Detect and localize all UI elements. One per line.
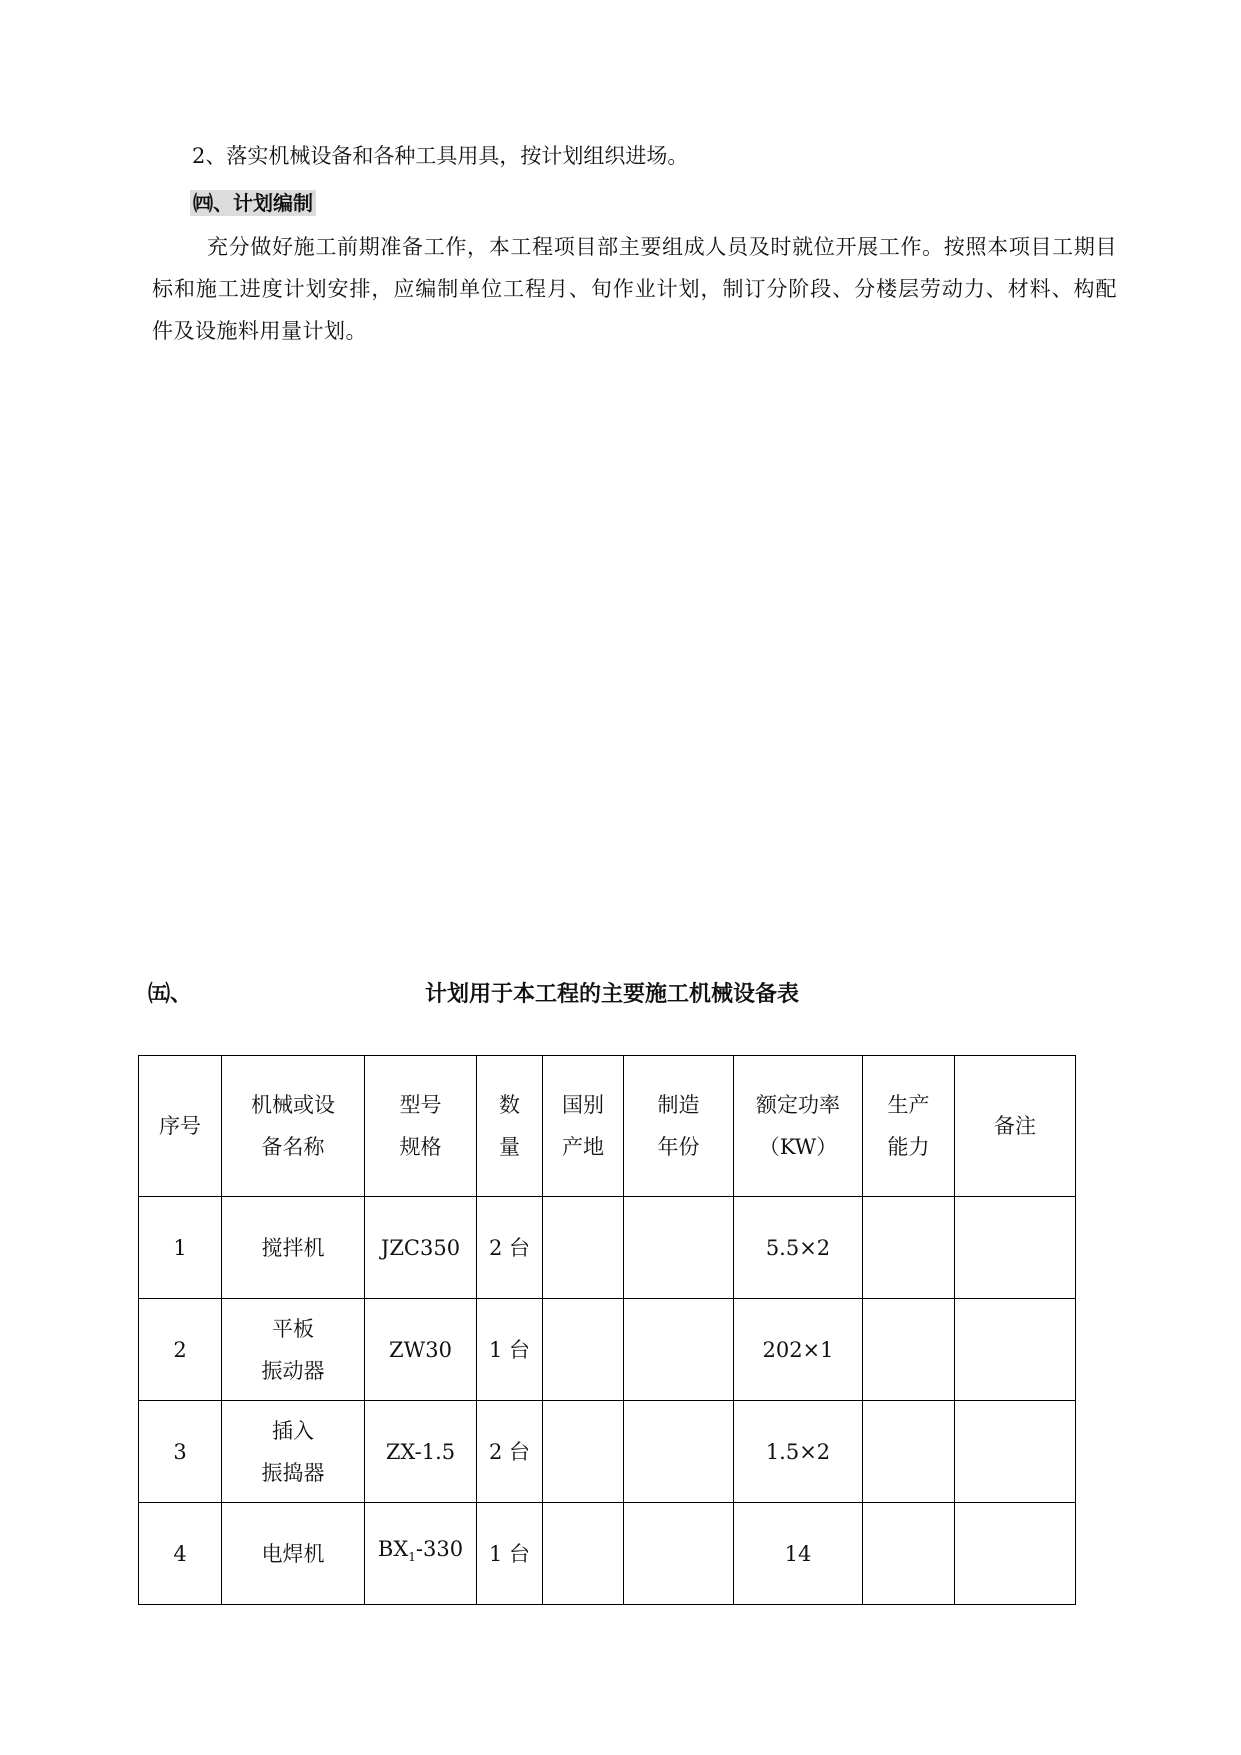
cell-remark [955, 1299, 1076, 1401]
cell-capacity [863, 1401, 955, 1503]
cell-remark [955, 1401, 1076, 1503]
cell-no: 2 [139, 1299, 222, 1401]
header-no: 序号 [139, 1056, 222, 1197]
plan-paragraph: 充分做好施工前期准备工作，本工程项目部主要组成人员及时就位开展工作。按照本项目工期目标和施工进度计划安排，应编制单位工程月、旬作业计划，制订分阶段、分楼层劳动力、材料、构配件及设施料用量计划。 [152, 235, 1117, 343]
cell-power: 202×1 [734, 1299, 863, 1401]
cell-qty: 2 台 [477, 1197, 543, 1299]
cell-power: 1.5×2 [734, 1401, 863, 1503]
table-row [139, 1197, 1076, 1299]
cell-name: 搅拌机 [222, 1197, 365, 1299]
cell-origin [543, 1503, 624, 1605]
model-subscript: 1 [408, 1550, 416, 1565]
cell-name: 电焊机 [222, 1503, 365, 1605]
model-main: BX [377, 1537, 409, 1562]
cell-origin [543, 1299, 624, 1401]
table-header-row [139, 1056, 1076, 1197]
cell-qty: 1 台 [477, 1299, 543, 1401]
cell-year [624, 1299, 734, 1401]
cell-year [624, 1401, 734, 1503]
section-heading-4 [190, 187, 316, 216]
header-remark: 备注 [955, 1056, 1076, 1197]
cell-remark [955, 1503, 1076, 1605]
table-row [139, 1299, 1076, 1401]
heading-4-text: ㈣、计划编制 [190, 190, 316, 216]
cell-qty: 2 台 [477, 1401, 543, 1503]
cell-remark [955, 1197, 1076, 1299]
cell-capacity [863, 1299, 955, 1401]
model-tail: -330 [415, 1537, 464, 1562]
cell-power: 5.5×2 [734, 1197, 863, 1299]
cell-capacity [863, 1197, 955, 1299]
header-origin: 国别 产地 [543, 1056, 624, 1197]
header-qty: 数 量 [477, 1056, 543, 1197]
table-row [139, 1503, 1076, 1605]
cell-model: ZW30 [365, 1299, 477, 1401]
cell-origin [543, 1401, 624, 1503]
cell-no: 3 [139, 1401, 222, 1503]
list-item-2: 2、落实机械设备和各种工具用具，按计划组织进场。 [192, 144, 689, 168]
equipment-table [138, 1055, 1076, 1605]
cell-name: 插入 振捣器 [222, 1401, 365, 1503]
cell-model: ZX-1.5 [365, 1401, 477, 1503]
cell-year [624, 1503, 734, 1605]
cell-capacity [863, 1503, 955, 1605]
header-model: 型号 规格 [365, 1056, 477, 1197]
cell-year [624, 1197, 734, 1299]
cell-qty: 1 台 [477, 1503, 543, 1605]
header-capacity: 生产 能力 [863, 1056, 955, 1197]
cell-no: 4 [139, 1503, 222, 1605]
header-power: 额定功率 （KW） [734, 1056, 863, 1197]
table-row [139, 1401, 1076, 1503]
header-name: 机械或设 备名称 [222, 1056, 365, 1197]
header-year: 制造 年份 [624, 1056, 734, 1197]
cell-no: 1 [139, 1197, 222, 1299]
table-title: 计划用于本工程的主要施工机械设备表 [425, 982, 800, 1007]
cell-origin [543, 1197, 624, 1299]
cell-name: 平板 振动器 [222, 1299, 365, 1401]
cell-model [365, 1503, 477, 1605]
cell-power: 14 [734, 1503, 863, 1605]
cell-model: JZC350 [365, 1197, 477, 1299]
section-5-prefix: ㈤、 [148, 982, 193, 1007]
